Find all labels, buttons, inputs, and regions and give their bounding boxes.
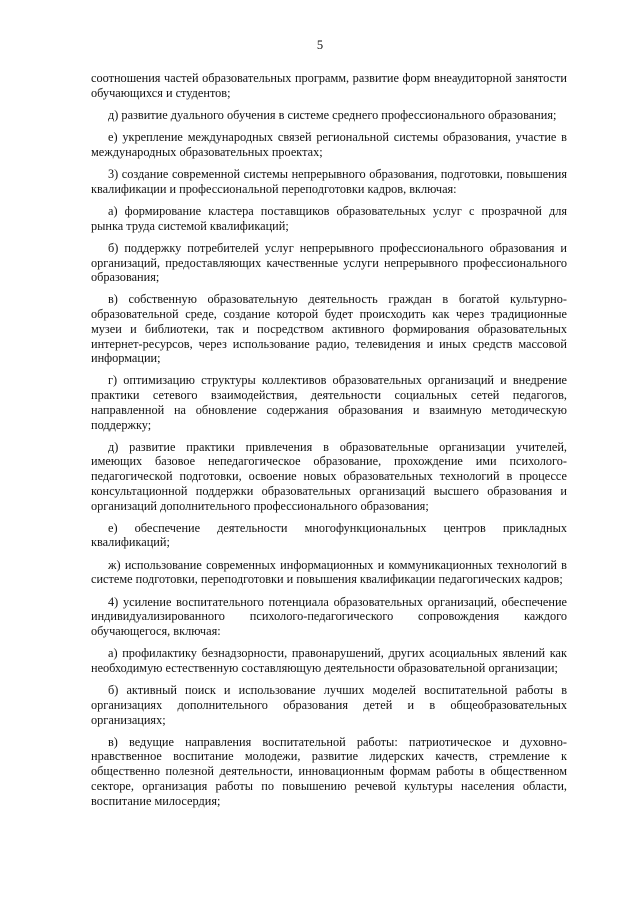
paragraph-item-d-teachers: д) развитие практики привлечения в образовательные организации учителей, имеющих базовое непедагогическое образование, прохождение ими психолого-педагогической подготовки, освоение новых образовательных технологий в процессе консультационной поддержки образовательных организаций высшего образования и организаций дополнительного профессионального образования;	[91, 439, 567, 513]
paragraph-item-4-upbringing: 4) усиление воспитательного потенциала образовательных организаций, обеспечение индивидуализированного психолого-педагогического сопровождения каждого обучающегося, включая:	[91, 594, 567, 638]
paragraph-item-3-continuous-education: 3) создание современной системы непрерывного образования, подготовки, повышения квалификации и профессиональной переподготовки кадров, включая:	[91, 167, 567, 196]
paragraph-item-e-international: е) укрепление международных связей региональной системы образования, участие в международных образовательных проектах;	[91, 130, 567, 159]
paragraph-item-e-centers: е) обеспечение деятельности многофункциональных центров прикладных квалификаций;	[91, 520, 567, 550]
document-body	[91, 71, 567, 816]
paragraph-item-a-prevention: а) профилактику безнадзорности, правонарушений, других асоциальных явлений как необходимую естественную составляющую деятельности образовательной организации;	[91, 646, 567, 675]
paragraph-item-d-dual-education: д) развитие дуального обучения в системе среднего профессионального образования;	[108, 107, 557, 122]
paragraph-item-b-support: б) поддержку потребителей услуг непрерывного профессионального образования и организаций, предоставляющих качественные услуги непрерывного профессионального образования;	[91, 240, 567, 285]
paragraph-item-zh-ict: ж) использование современных информационных и коммуникационных технологий в системе подготовки, переподготовки и повышения квалификации педагогических кадров;	[91, 557, 567, 587]
paragraph-item-b-models: б) активный поиск и использование лучших моделей воспитательной работы в организациях дополнительного образования детей и в общеобразовательных организациях;	[91, 683, 567, 727]
paragraph-continuation: соотношения частей образовательных программ, развитие форм внеаудиторной занятости обучающихся и студентов;	[91, 71, 567, 100]
paragraph-item-a-cluster: а) формирование кластера поставщиков образовательных услуг с прозрачной для рынка труда системой квалификаций;	[91, 203, 567, 233]
paragraph-item-g-optimization: г) оптимизацию структуры коллективов образовательных организаций и внедрение практики сетевого взаимодействия, деятельности социальных сетей педагогов, направленной на обновление содержания образования и взаимную методическую поддержку;	[91, 373, 567, 432]
paragraph-item-v-directions: в) ведущие направления воспитательной работы: патриотическое и духовно-нравственное воспитание молодежи, развитие лидерских качеств, стремление к общественно полезной деятельности, инновационным формам работы в общественном секторе, организация работы по повышению речевой культуры населения области, воспитание милосердия;	[91, 734, 567, 808]
paragraph-item-v-self-education: в) собственную образовательную деятельность граждан в богатой культурно-образовательной среде, создание которой будет происходить как через традиционные музеи и библиотеки, так и посредством активного формирования образовательных интернет-ресурсов, через использование радио, телевидения и иных средств массовой информации;	[91, 292, 567, 366]
page-number: 5	[316, 38, 324, 52]
